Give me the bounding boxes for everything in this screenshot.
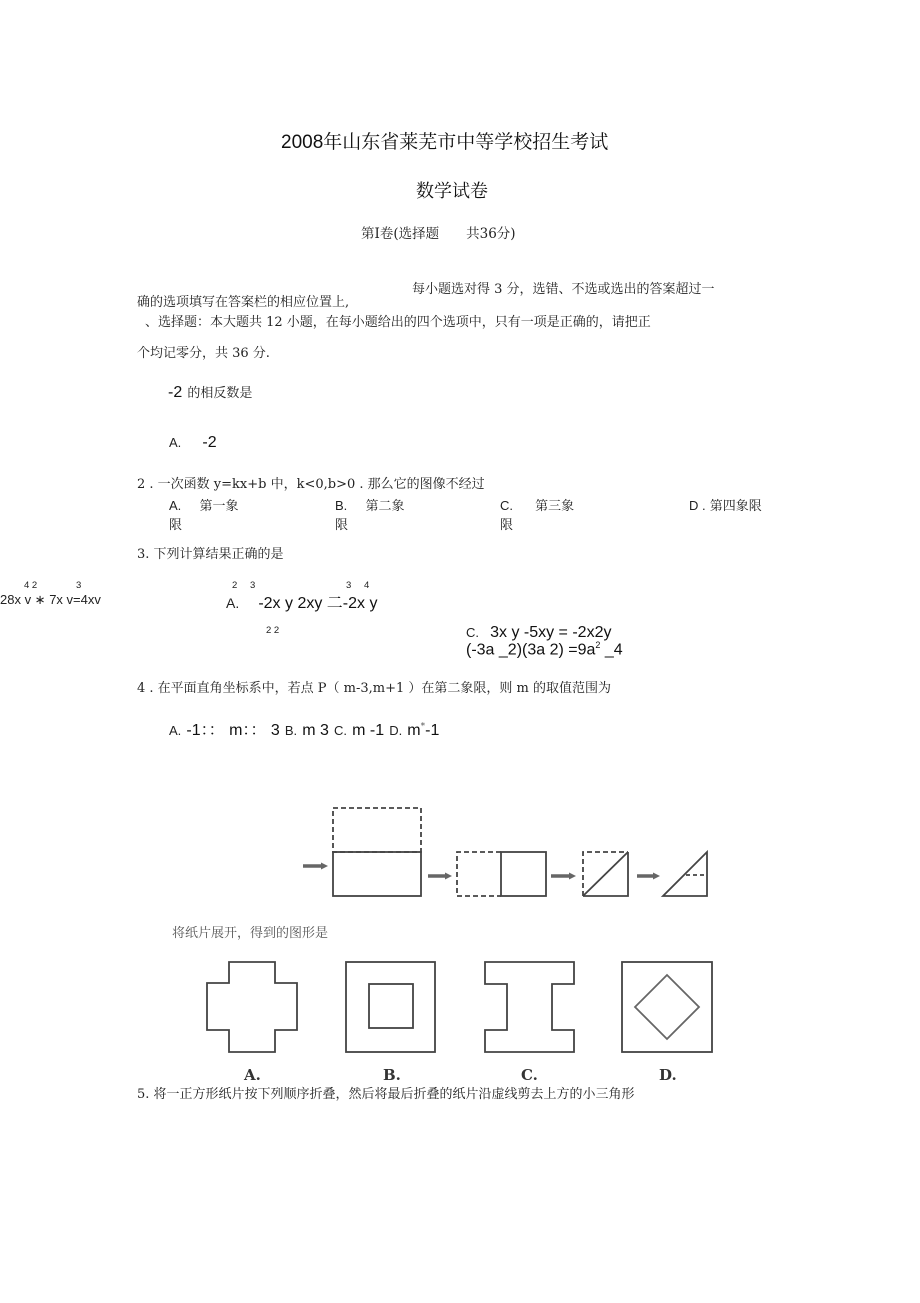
answer-shape-d-diamond-in-square xyxy=(622,962,712,1052)
q3-option-a-expression: -2x y 2xy 二-2x y xyxy=(258,595,378,612)
q2-stem: 2 . 一次函数 y=kx+b 中，k<0,b>0 . 那么它的图像不经过 xyxy=(137,477,485,492)
q2-option-c-wrap: 限 xyxy=(500,518,514,533)
q3-option-d-expression: (-3a _2)(3a 2) =9a xyxy=(466,641,596,659)
q4-option-d-label[interactable]: D. xyxy=(389,723,403,738)
q5-answer-label-c[interactable]: C. xyxy=(521,1066,538,1084)
q4-option-c-expression: m -1 xyxy=(352,722,385,739)
q5-figure-caption: 将纸片展开，得到的图形是 xyxy=(172,926,329,941)
q1-option-a-label: A. xyxy=(169,435,182,450)
q4-option-a-label[interactable]: A. xyxy=(169,723,182,738)
instructions-line1: 每小题选对得 3 分，选错、不选或选出的答案超过一 xyxy=(412,282,715,297)
fold-step-3 xyxy=(551,852,628,896)
q5-stem: 5. 将一正方形纸片按下列顺序折叠，然后将最后折叠的纸片沿虚线剪去上方的小三角形 xyxy=(137,1087,635,1102)
q4-option-d-tail: -1 xyxy=(425,722,440,739)
q4-option-d-sup: * xyxy=(420,721,426,732)
answer-shape-b-square-frame xyxy=(346,962,435,1052)
arrow-right-icon xyxy=(551,873,576,880)
q2-option-a-label: A. xyxy=(169,498,182,513)
fold-step-2 xyxy=(428,852,546,896)
arrow-right-icon xyxy=(428,873,452,880)
q4-option-c-label[interactable]: C. xyxy=(334,723,347,738)
q3-stray-sup: 2 2 xyxy=(266,625,280,636)
q3-left-expression: 28x v ∗ 7x v=4xv xyxy=(0,592,101,607)
q4-stem: 4 . 在平面直角坐标系中，若点 P（ m-3,m+1 ）在第二象限，则 m 的取值范围为 xyxy=(137,681,612,696)
q3-a-sup3: 3 xyxy=(346,580,352,591)
arrow-right-icon xyxy=(303,863,328,870)
q4-option-d-expression: m xyxy=(407,722,421,739)
q1-number: -2 xyxy=(168,384,183,401)
q5-answer-label-d[interactable]: D. xyxy=(659,1066,677,1084)
q3-option-c-label: C. xyxy=(466,625,479,640)
q4-option-b-label[interactable]: B. xyxy=(284,723,298,738)
q2-option-a-wrap: 限 xyxy=(169,518,183,533)
q3-option-a-label: A. xyxy=(226,595,240,611)
q2-option-c-label: C. xyxy=(500,498,513,513)
q3-a-sup1: 2 xyxy=(232,580,238,591)
q3-option-c-expression: 3x y -5xy = -2x2y xyxy=(490,624,612,641)
q4-option-a-expression: -1：： m：： 3 xyxy=(186,722,280,739)
q2-option-b-label: B. xyxy=(335,498,348,513)
answer-shape-a-cross xyxy=(207,962,297,1052)
q5-answer-label-a[interactable]: A. xyxy=(244,1066,261,1084)
q3-option-d-tail: _4 xyxy=(600,641,623,659)
instructions-line4: 个均记零分，共 36 分. xyxy=(137,346,270,361)
q2-option-d-label: D . xyxy=(689,498,706,513)
q3-a-sup4: 4 xyxy=(364,580,370,591)
q5-answer-label-b[interactable]: B. xyxy=(383,1066,401,1084)
q2-option-c-text: 第三象 xyxy=(535,499,575,514)
exam-title: 2008年山东省莱芜市中等学校招生考试 xyxy=(281,132,609,153)
q3-left-sup1: 4 2 xyxy=(24,580,38,591)
q2-option-a-text: 第一象 xyxy=(199,499,239,514)
q1-option-a-value: -2 xyxy=(202,434,217,451)
instructions-line2: 确的选项填写在答案栏的相应位置上, xyxy=(137,295,350,310)
q4-option-b-expression: m 3 xyxy=(302,722,329,739)
arrow-right-icon xyxy=(637,873,660,880)
q3-left-sup2: 3 xyxy=(76,580,82,591)
q3-option-d-sup: 2 xyxy=(595,640,601,650)
q1-text: 的相反数是 xyxy=(187,386,253,401)
exam-subject: 数学试卷 xyxy=(416,181,488,201)
q2-option-d-text: 第四象限 xyxy=(709,499,762,514)
instructions-line3: 、选择题：本大题共 12 小题，在每小题给出的四个选项中，只有一项是正确的，请把正 xyxy=(145,315,651,330)
fold-step-4 xyxy=(637,852,707,896)
answer-shape-c-i-beam xyxy=(485,962,574,1052)
section-heading: 第Ⅰ卷(选择题 共36分) xyxy=(361,226,516,242)
q3-stem: 3. 下列计算结果正确的是 xyxy=(137,547,284,562)
q2-option-b-text: 第二象 xyxy=(365,499,405,514)
q2-option-b-wrap: 限 xyxy=(335,518,349,533)
fold-step-1 xyxy=(303,808,421,896)
q3-a-sup2: 3 xyxy=(250,580,256,591)
